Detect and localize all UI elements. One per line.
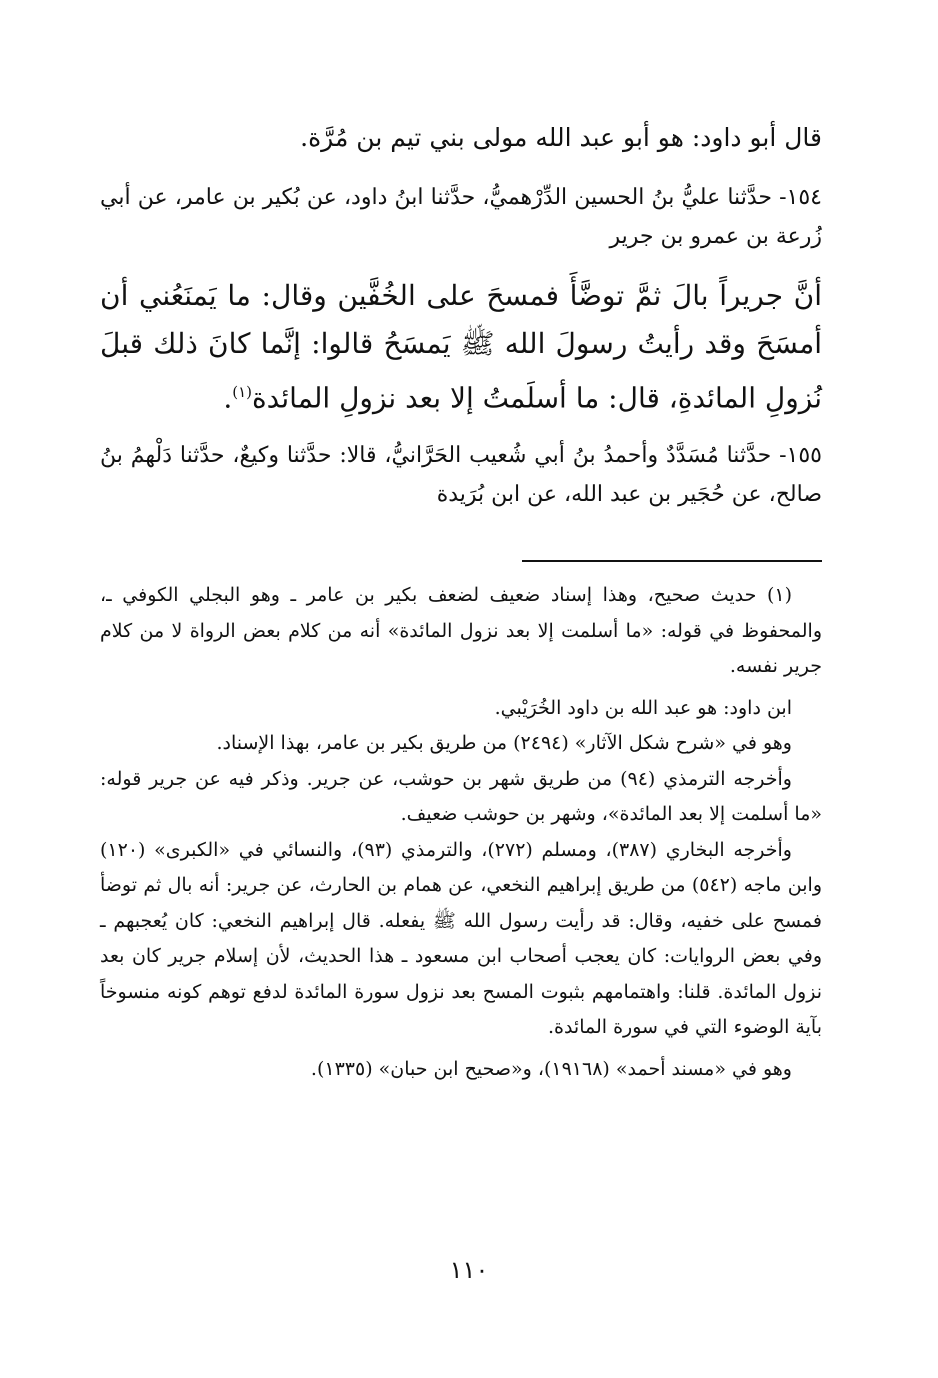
- hadith-155-isnad: ١٥٥- حدَّثنا مُسَدَّدٌ وأحمدُ بنُ أبي شُعيب الحَرَّانيُّ، قالا: حدَّثنا وكيعٌ، حدَّثنا دَلْهمُ بنُ صالح، عن حُجَير بن عبد الله، عن ابن بُرَيدة: [100, 443, 822, 508]
- footnote-ref-1[interactable]: (١): [232, 383, 252, 401]
- footnote-line: وهو في «شرح شكل الآثار» (٢٤٩٤) من طريق بكير بن عامر، بهذا الإسناد.: [216, 732, 792, 754]
- main-text: [100, 118, 822, 530]
- footnote-line: وأخرجه البخاري (٣٨٧)، ومسلم (٢٧٢)، والترمذي (٩٣)، والنسائي في «الكبرى» (١٢٠) وابن ماجه (٥٤٢) من طريق إبراهيم النخعي، عن همام بن الحارث، عن جرير: أنه بال ثم توضأ فمسح على خفيه، وقال: قد رأيت رسول الله ﷺ يفعله. قال إبراهيم النخعي: كان يُعجبهم ـ وفي بعض الروايات: كان يعجب أصحاب ابن مسعود ـ هذا الحديث، لأن إسلام جرير كان بعد نزول المائدة. قلنا: واهتمامهم بثبوت المسح بعد نزول سورة المائدة لدفع توهم كونه منسوخاً بآية الوضوء التي في سورة المائدة.: [100, 838, 822, 1038]
- hadith-154-matn: [100, 272, 822, 422]
- abu-dawud-comment: قال أبو داود: هو أبو عبد الله مولى بني تيم بن مُرَّة.: [300, 123, 822, 152]
- hadith-154-matn-text: أنَّ جريراً بالَ ثمَّ توضَّأَ فمسحَ على الخُفَّين وقال: ما يَمنَعُني أن أمسَحَ وقد رأيتُ رسولَ الله ﷺ يَمسَحُ قالوا: إنَّما كانَ ذلك قبلَ نُزولِ المائدةِ، قال: ما أسلَمتُ إلا بعد نزولِ المائدة: [100, 279, 822, 415]
- hadith-154-isnad: ١٥٤- حدَّثنا عليُّ بنُ الحسين الدِّرْهميُّ، حدَّثنا ابنُ داود، عن بُكير بن عامر، عن أبي زُرعة بن عمرو بن جرير: [100, 185, 822, 249]
- page-number: ١١٠: [449, 1256, 489, 1284]
- footnote-line: وأخرجه الترمذي (٩٤) من طريق شهر بن حوشب، عن جرير. وذكر فيه عن جرير قوله: «ما أسلمت إلا بعد المائدة»، وشهر بن حوشب ضعيف.: [100, 767, 822, 825]
- footnotes: [100, 578, 822, 1087]
- footnote-1-text: (١) حديث صحيح، وهذا إسناد ضعيف لضعف بكير بن عامر ـ وهو البجلي الكوفي ـ، والمحفوظ في قوله: «ما أسلمت إلا بعد نزول المائدة» أنه من كلام بعض الرواة لا من كلام جرير نفسه.: [100, 584, 822, 677]
- footnote-line: وهو في «مسند أحمد» (١٩١٦٨)، و«صحيح ابن حبان» (١٣٣٥).: [310, 1057, 792, 1080]
- period: .: [223, 381, 233, 415]
- footnote-separator: [522, 560, 822, 562]
- footnote-line: ابن داود: هو عبد الله بن داود الخُرَيْبي.: [494, 696, 792, 719]
